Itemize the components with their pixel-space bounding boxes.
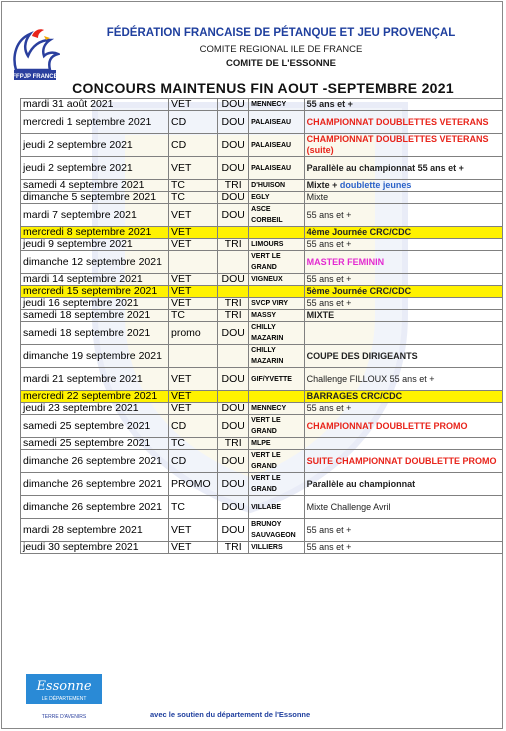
cell-note [304, 391, 502, 403]
cell-format: DOU [218, 111, 249, 134]
cell-date: jeudi 9 septembre 2021 [21, 239, 169, 251]
ffpjp-rooster-logo [10, 26, 60, 82]
cell-category: VET [168, 391, 217, 403]
cell-category: VET [168, 542, 217, 554]
cell-date: dimanche 26 septembre 2021 [21, 496, 169, 519]
support-text: avec le soutien du département de l'Essonne [150, 710, 311, 719]
table-row [21, 99, 503, 111]
cell-category: CD [168, 415, 217, 438]
table-row [21, 322, 503, 345]
cell-format: DOU [218, 450, 249, 473]
cell-date: jeudi 2 septembre 2021 [21, 157, 169, 180]
essonne-logo-name: Essonne [36, 679, 92, 694]
note-text: 55 ans et + [306, 239, 352, 249]
document-title: CONCOURS MAINTENUS FIN AOUT -SEPTEMBRE 2021 [72, 80, 454, 96]
cell-date: mardi 31 août 2021 [21, 99, 169, 111]
essonne-logo-sub: LE DÉPARTEMENT [41, 696, 87, 702]
cell-format: DOU [218, 473, 249, 496]
cell-location: PALAISEAU [249, 134, 304, 157]
cell-note [304, 322, 502, 345]
cell-location [249, 227, 304, 239]
cell-date: jeudi 30 septembre 2021 [21, 542, 169, 554]
cell-note [304, 180, 502, 192]
cell-format: DOU [218, 415, 249, 438]
logo-text: FFPJP FRANCE [12, 74, 58, 80]
cell-date: samedi 18 septembre 2021 [21, 322, 169, 345]
cell-note [304, 239, 502, 251]
cell-note [304, 204, 502, 227]
cell-location: VERT LE GRAND [249, 415, 304, 438]
cell-category: VET [168, 227, 217, 239]
cell-format: DOU [218, 519, 249, 542]
note-text: MIXTE [306, 310, 335, 320]
cell-category [168, 251, 217, 274]
note-text: Parallèle au championnat [306, 478, 416, 489]
cell-date: jeudi 2 septembre 2021 [21, 134, 169, 157]
cell-date: samedi 25 septembre 2021 [21, 438, 169, 450]
note-text: 4ème Journée CRC/CDC [306, 227, 412, 237]
cell-date: dimanche 5 septembre 2021 [21, 192, 169, 204]
note-text: 55 ans et + [306, 274, 352, 284]
table-row [21, 298, 503, 310]
note-text: COUPE DES DIRIGEANTS [306, 350, 418, 361]
table-row [21, 239, 503, 251]
cell-category: VET [168, 274, 217, 286]
table-row [21, 204, 503, 227]
table-row [21, 134, 503, 157]
table-row [21, 310, 503, 322]
tournament-schedule-table [20, 98, 503, 554]
cell-format: DOU [218, 157, 249, 180]
departmental-committee: COMITE DE L'ESSONNE [226, 58, 336, 69]
cell-note [304, 251, 502, 274]
regional-committee: COMITE REGIONAL ILE DE FRANCE [199, 44, 363, 55]
cell-note [304, 227, 502, 239]
cell-date: mercredi 1 septembre 2021 [21, 111, 169, 134]
note-text: MASTER FEMININ [306, 256, 385, 267]
note-text: 55 ans et + [306, 542, 352, 552]
cell-format: DOU [218, 322, 249, 345]
essonne-logo [26, 674, 102, 724]
cell-date: mercredi 8 septembre 2021 [21, 227, 169, 239]
cell-note [304, 496, 502, 519]
cell-date: dimanche 26 septembre 2021 [21, 450, 169, 473]
cell-location: VILLABE [249, 496, 304, 519]
cell-category: CD [168, 134, 217, 157]
cell-format [218, 345, 249, 368]
cell-location [249, 391, 304, 403]
cell-category: VET [168, 298, 217, 310]
cell-category: VET [168, 239, 217, 251]
cell-note [304, 134, 502, 157]
cell-date: dimanche 26 septembre 2021 [21, 473, 169, 496]
cell-location: CHILLY MAZARIN [249, 322, 304, 345]
note-text-extra: doublette jeunes [339, 180, 412, 190]
table-row [21, 111, 503, 134]
cell-date: samedi 18 septembre 2021 [21, 310, 169, 322]
table-row [21, 391, 503, 403]
cell-category: VET [168, 519, 217, 542]
cell-format: DOU [218, 274, 249, 286]
cell-date: samedi 4 septembre 2021 [21, 180, 169, 192]
table-row [21, 345, 503, 368]
cell-location: EGLY [249, 192, 304, 204]
note-text: CHAMPIONNAT DOUBLETTES VETERANS (suite) [306, 134, 489, 155]
note-text: 55 ans et + [306, 99, 353, 109]
cell-date: mercredi 15 septembre 2021 [21, 286, 169, 298]
cell-category: VET [168, 286, 217, 298]
cell-location [249, 286, 304, 298]
cell-date: jeudi 23 septembre 2021 [21, 403, 169, 415]
cell-location: PALAISEAU [249, 111, 304, 134]
table-row [21, 192, 503, 204]
cell-note [304, 368, 502, 391]
note-text: CHAMPIONNAT DOUBLETTE PROMO [306, 420, 468, 431]
note-text: 55 ans et + [306, 403, 352, 413]
cell-category [168, 345, 217, 368]
cell-location: D'HUISON [249, 180, 304, 192]
cell-date: mardi 28 septembre 2021 [21, 519, 169, 542]
cell-format: DOU [218, 403, 249, 415]
cell-location: ASCE CORBEIL [249, 204, 304, 227]
cell-location: VILLIERS [249, 542, 304, 554]
table-row [21, 542, 503, 554]
cell-date: dimanche 12 septembre 2021 [21, 251, 169, 274]
cell-location: MENNECY [249, 99, 304, 111]
cell-format [218, 251, 249, 274]
cell-format: DOU [218, 192, 249, 204]
cell-location: MASSY [249, 310, 304, 322]
cell-category: VET [168, 403, 217, 415]
cell-format: TRI [218, 542, 249, 554]
cell-location: MLPE [249, 438, 304, 450]
cell-location: VERT LE GRAND [249, 450, 304, 473]
cell-format: DOU [218, 368, 249, 391]
cell-category: PROMO [168, 473, 217, 496]
cell-format: DOU [218, 496, 249, 519]
cell-location: GIF/YVETTE [249, 368, 304, 391]
cell-location: VERT LE GRAND [249, 251, 304, 274]
cell-category: TC [168, 180, 217, 192]
cell-date: mardi 7 septembre 2021 [21, 204, 169, 227]
cell-note [304, 298, 502, 310]
cell-note [304, 403, 502, 415]
note-text: 55 ans et + [306, 209, 352, 220]
cell-format: TRI [218, 239, 249, 251]
cell-format: DOU [218, 99, 249, 111]
cell-format [218, 391, 249, 403]
cell-location: CHILLY MAZARIN [249, 345, 304, 368]
cell-category: promo [168, 322, 217, 345]
cell-location: BRUNOY SAUVAGEON [249, 519, 304, 542]
cell-category: VET [168, 204, 217, 227]
cell-date: jeudi 16 septembre 2021 [21, 298, 169, 310]
cell-location: PALAISEAU [249, 157, 304, 180]
cell-location: MENNECY [249, 403, 304, 415]
table-row [21, 450, 503, 473]
table-row [21, 180, 503, 192]
table-row [21, 157, 503, 180]
cell-format: TRI [218, 438, 249, 450]
table-row [21, 368, 503, 391]
cell-category: CD [168, 111, 217, 134]
table-row [21, 473, 503, 496]
cell-location: LIMOURS [249, 239, 304, 251]
cell-note [304, 345, 502, 368]
cell-format: TRI [218, 298, 249, 310]
note-text: 5ème Journée CRC/CDC [306, 286, 412, 296]
note-text: 55 ans et + [306, 298, 352, 308]
cell-format: DOU [218, 134, 249, 157]
cell-note [304, 111, 502, 134]
cell-category: CD [168, 450, 217, 473]
cell-format [218, 227, 249, 239]
table-row [21, 227, 503, 239]
note-text: Mixte Challenge Avril [306, 501, 391, 512]
cell-date: dimanche 19 septembre 2021 [21, 345, 169, 368]
table-row [21, 496, 503, 519]
cell-note [304, 99, 502, 111]
table-row [21, 403, 503, 415]
cell-format: TRI [218, 180, 249, 192]
cell-note [304, 274, 502, 286]
note-text: Mixte + [306, 180, 338, 190]
note-text: Mixte [306, 192, 329, 202]
table-row [21, 519, 503, 542]
essonne-logo-tag: TERRE D'AVENIRS [41, 714, 87, 720]
cell-date: mercredi 22 septembre 2021 [21, 391, 169, 403]
table-row [21, 274, 503, 286]
note-text: CHAMPIONNAT DOUBLETTES VETERANS [306, 116, 489, 127]
cell-category: VET [168, 99, 217, 111]
cell-date: mardi 21 septembre 2021 [21, 368, 169, 391]
note-text: Challenge FILLOUX 55 ans et + [306, 373, 435, 384]
cell-note [304, 519, 502, 542]
note-text: BARRAGES CRC/CDC [306, 391, 403, 401]
cell-category: TC [168, 192, 217, 204]
cell-category: TC [168, 496, 217, 519]
table-row [21, 438, 503, 450]
cell-note [304, 157, 502, 180]
cell-note [304, 192, 502, 204]
cell-note [304, 450, 502, 473]
cell-category: VET [168, 157, 217, 180]
note-text: 55 ans et + [306, 524, 352, 535]
cell-date: mardi 14 septembre 2021 [21, 274, 169, 286]
federation-name: FÉDÉRATION FRANCAISE DE PÉTANQUE ET JEU PROVENÇAL [106, 27, 456, 39]
cell-location: SVCP VIRY [249, 298, 304, 310]
cell-format: TRI [218, 310, 249, 322]
note-text: SUITE CHAMPIONNAT DOUBLETTE PROMO [306, 455, 497, 466]
cell-location: VERT LE GRAND [249, 473, 304, 496]
note-text: Parallèle au championnat 55 ans et + [306, 162, 464, 173]
cell-note [304, 438, 502, 450]
cell-note [304, 286, 502, 298]
cell-note [304, 542, 502, 554]
cell-location: VIGNEUX [249, 274, 304, 286]
cell-note [304, 473, 502, 496]
cell-category: TC [168, 438, 217, 450]
cell-category: TC [168, 310, 217, 322]
table-row [21, 251, 503, 274]
cell-format: DOU [218, 204, 249, 227]
cell-category: VET [168, 368, 217, 391]
table-row [21, 415, 503, 438]
cell-format [218, 286, 249, 298]
cell-date: samedi 25 septembre 2021 [21, 415, 169, 438]
cell-note [304, 310, 502, 322]
table-row [21, 286, 503, 298]
cell-note [304, 415, 502, 438]
